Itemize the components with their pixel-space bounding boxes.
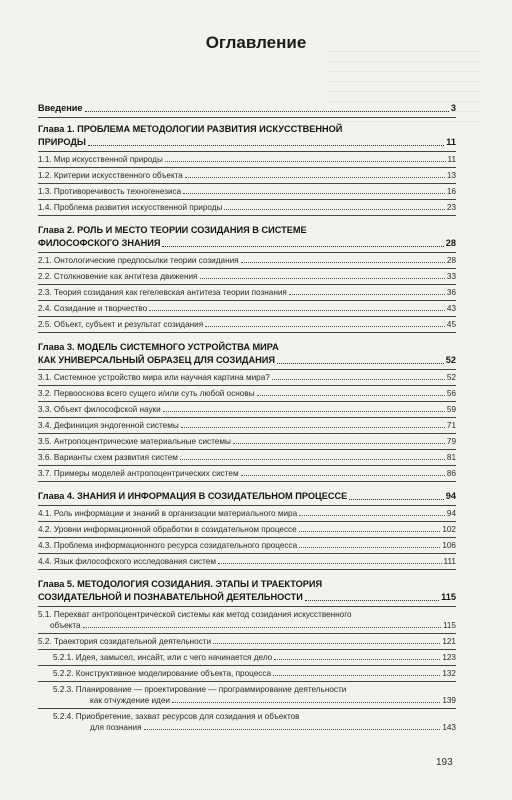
toc-item[interactable]: 1.4. Проблема развития искусственной природы 23 bbox=[38, 203, 456, 212]
divider bbox=[38, 521, 456, 522]
toc-item-5-2[interactable]: 5.2. Траектория созидательной деятельности 121 bbox=[38, 637, 456, 646]
toc-item[interactable]: 3.6. Варианты схем развития систем 81 bbox=[38, 453, 456, 462]
toc-item[interactable]: 1.2. Критерии искусственного объекта 13 bbox=[38, 171, 456, 180]
divider bbox=[38, 665, 456, 666]
divider bbox=[38, 481, 456, 482]
toc-item[interactable]: 3.1. Системное устройство мира или научная картина мира? 52 bbox=[38, 373, 456, 382]
divider bbox=[38, 708, 456, 709]
divider bbox=[38, 465, 456, 466]
chapter-3-title-line2[interactable]: КАК УНИВЕРСАЛЬНЫЙ ОБРАЗЕЦ ДЛЯ СОЗИДАНИЯ 52 bbox=[38, 355, 456, 365]
divider bbox=[38, 433, 456, 434]
toc-item-5-2-2[interactable]: 5.2.2. Конструктивное моделирование объекта, процесса 132 bbox=[53, 669, 456, 678]
divider bbox=[38, 199, 456, 200]
divider bbox=[38, 449, 456, 450]
toc-item-5-1-line1[interactable]: 5.1. Перехват антропоцентрической системы как метод созидания искусственного bbox=[38, 610, 352, 619]
toc-item[interactable]: 1.3. Противоречивость техногенезиса 16 bbox=[38, 187, 456, 196]
toc-item[interactable]: 2.1. Онтологические предпосылки теории созидания 28 bbox=[38, 256, 456, 265]
toc-item[interactable]: 1.1. Мир искусственной природы 11 bbox=[38, 155, 456, 164]
divider bbox=[38, 553, 456, 554]
divider bbox=[38, 606, 456, 607]
divider bbox=[38, 300, 456, 301]
chapter-1-title-line1[interactable]: Глава 1. ПРОБЛЕМА МЕТОДОЛОГИИ РАЗВИТИЯ ИСКУССТВЕННОЙ bbox=[38, 124, 343, 134]
toc-item[interactable]: 3.7. Примеры моделей антропоцентрических систем 86 bbox=[38, 469, 456, 478]
divider bbox=[38, 681, 456, 682]
chapter-1-title-line2[interactable]: ПРИРОДЫ 11 bbox=[38, 137, 456, 147]
divider bbox=[38, 569, 456, 570]
page-number: 193 bbox=[436, 757, 453, 768]
divider bbox=[38, 332, 456, 333]
divider bbox=[38, 385, 456, 386]
chapter-3-items bbox=[38, 372, 456, 482]
divider bbox=[38, 183, 456, 184]
divider bbox=[38, 369, 456, 370]
toc-item[interactable]: 4.4. Язык философского исследования систем 111 bbox=[38, 557, 456, 566]
divider bbox=[38, 633, 456, 634]
divider bbox=[38, 252, 456, 253]
toc-intro[interactable]: Введение 3 bbox=[38, 103, 456, 113]
divider bbox=[38, 417, 456, 418]
chapter-2-items bbox=[38, 255, 456, 333]
divider bbox=[38, 505, 456, 506]
toc-item[interactable]: 3.4. Дефиниция эндогенной системы 71 bbox=[38, 421, 456, 430]
toc-item[interactable]: 4.3. Проблема информационного ресурса созидательного процесса 106 bbox=[38, 541, 456, 550]
divider bbox=[38, 167, 456, 168]
chapter-3-title-line1[interactable]: Глава 3. МОДЕЛЬ СИСТЕМНОГО УСТРОЙСТВА МИРА bbox=[38, 342, 279, 352]
toc-item-5-1-line2[interactable]: объекта 115 bbox=[50, 621, 456, 630]
toc-item[interactable]: 3.3. Объект философской науки 59 bbox=[38, 405, 456, 414]
chapter-5-title-line2[interactable]: СОЗИДАТЕЛЬНОЙ И ПОЗНАВАТЕЛЬНОЙ ДЕЯТЕЛЬНОСТИ 115 bbox=[38, 592, 456, 602]
chapter-1-items bbox=[38, 154, 456, 216]
toc-item-5-2-4-line1[interactable]: 5.2.4. Приобретение, захват ресурсов для созидания и объектов bbox=[53, 712, 300, 721]
divider bbox=[38, 117, 456, 118]
toc-item[interactable]: 3.5. Антропоцентрические материальные системы 79 bbox=[38, 437, 456, 446]
chapter-2-title-line2[interactable]: ФИЛОСОФСКОГО ЗНАНИЯ 28 bbox=[38, 238, 456, 248]
chapter-4-items bbox=[38, 508, 456, 570]
toc-item-5-2-3-line1[interactable]: 5.2.3. Планирование — проектирование — программирование деятельности bbox=[53, 685, 347, 694]
toc-item[interactable]: 4.1. Роль информации и знаний в организации материального мира 94 bbox=[38, 509, 456, 518]
divider bbox=[38, 151, 456, 152]
page-title: Оглавление bbox=[205, 33, 307, 52]
table-of-contents bbox=[38, 102, 456, 733]
divider bbox=[38, 649, 456, 650]
toc-item[interactable]: 4.2. Уровни информационной обработки в созидательном процессе 102 bbox=[38, 525, 456, 534]
toc-item[interactable]: 3.2. Первооснова всего сущего и/или суть любой основы 56 bbox=[38, 389, 456, 398]
chapter-4-title[interactable]: Глава 4. ЗНАНИЯ И ИНФОРМАЦИЯ В СОЗИДАТЕЛЬНОМ ПРОЦЕССЕ 94 bbox=[38, 491, 456, 501]
toc-item[interactable]: 2.2. Столкновение как антитеза движения 33 bbox=[38, 272, 456, 281]
divider bbox=[38, 316, 456, 317]
chapter-5-title-line1[interactable]: Глава 5. МЕТОДОЛОГИЯ СОЗИДАНИЯ. ЭТАПЫ И ТРАЕКТОРИЯ bbox=[38, 579, 323, 589]
toc-item[interactable]: 2.3. Теория созидания как гегелевская антитеза теории познания 36 bbox=[38, 288, 456, 297]
divider bbox=[38, 537, 456, 538]
chapter-2-title-line1[interactable]: Глава 2. РОЛЬ И МЕСТО ТЕОРИИ СОЗИДАНИЯ В СИСТЕМЕ bbox=[38, 225, 307, 235]
toc-item[interactable]: 2.4. Созидание и творчество 43 bbox=[38, 304, 456, 313]
divider bbox=[38, 215, 456, 216]
toc-item-5-2-4-line2[interactable]: для познания 143 bbox=[90, 723, 456, 732]
divider bbox=[38, 284, 456, 285]
toc-item-5-2-1[interactable]: 5.2.1. Идея, замысел, инсайт, или с чего начинается дело 123 bbox=[53, 653, 456, 662]
divider bbox=[38, 268, 456, 269]
toc-item-5-2-3-line2[interactable]: как отчуждение идеи 139 bbox=[90, 696, 456, 705]
toc-item[interactable]: 2.5. Объект, субъект и результат созидания 45 bbox=[38, 320, 456, 329]
divider bbox=[38, 401, 456, 402]
